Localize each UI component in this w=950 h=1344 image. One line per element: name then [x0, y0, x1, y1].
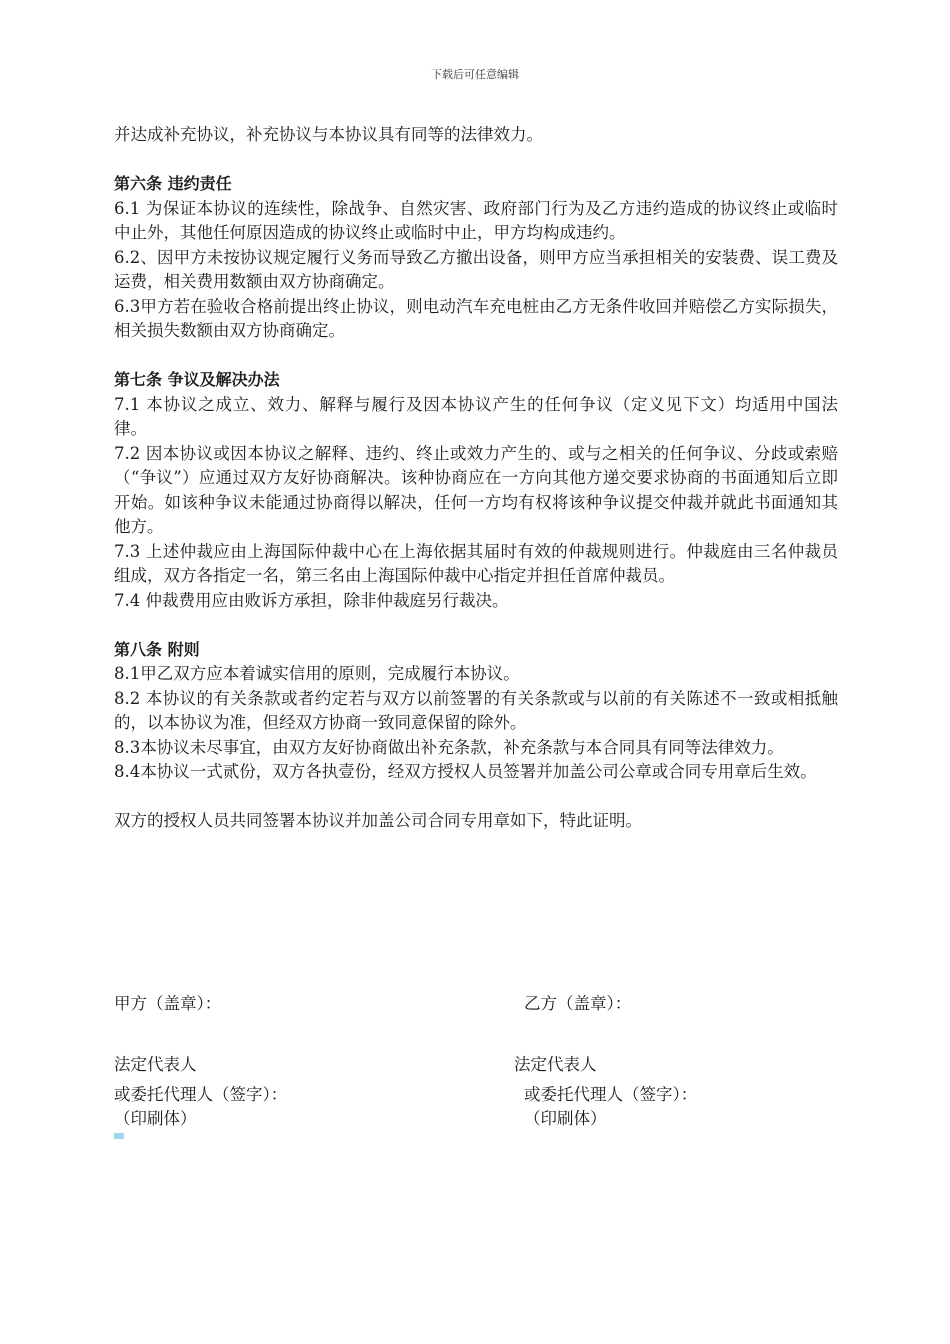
party-a-agent: 或委托代理人（签字）：	[114, 1085, 288, 1104]
highlight-mark	[114, 1133, 124, 1139]
article-8	[114, 638, 838, 785]
party-b-print: （印刷体）	[524, 1109, 607, 1128]
party-b-agent: 或委托代理人（签字）：	[524, 1085, 698, 1104]
party-a-seal: 甲方（盖章）：	[114, 994, 222, 1013]
article-7	[114, 368, 838, 613]
article-8-title: 第八条 附则	[114, 639, 200, 659]
clause-8-4: 8.4本协议一式贰份，双方各执壹份，经双方授权人员签署并加盖公司公章或合同专用章后生效。	[114, 762, 817, 781]
closing-statement: 双方的授权人员共同签署本协议并加盖公司合同专用章如下，特此证明。	[114, 811, 642, 830]
page-header-note: 下载后可任意编辑	[431, 68, 519, 81]
document-body	[114, 123, 838, 834]
clause-7-4: 7.4 仲裁费用应由败诉方承担，除非仲裁庭另行裁决。	[114, 590, 509, 610]
party-a-print: （印刷体）	[114, 1109, 197, 1128]
clause-8-2: 8.2 本协议的有关条款或者约定若与双方以前签署的有关条款或与以前的有关陈述不一致或相抵触的，以本协议为准，但经双方协商一致同意保留的除外。	[114, 688, 838, 732]
article-7-title: 第七条 争议及解决办法	[114, 370, 280, 389]
clause-7-2: 7.2 因本协议或因本协议之解释、违约、终止或效力产生的、或与之相关的任何争议、分歧或索赔（“争议”）应通过双方友好协商解决。该种协商应在一方向其他方递交要求协商的书面通知后立即开始。如该种争议未能通过协商得以解决，任何一方均有权将该种争议提交仲裁并就此书面通知其他方。	[114, 443, 838, 536]
clause-7-3: 7.3 上述仲裁应由上海国际仲裁中心在上海依据其届时有效的仲裁规则进行。仲裁庭由三名仲裁员组成，双方各指定一名，第三名由上海国际仲裁中心指定并担任首席仲裁员。	[114, 541, 838, 585]
party-a-rep: 法定代表人	[114, 1055, 197, 1074]
clause-8-1: 8.1甲乙双方应本着诚实信用的原则，完成履行本协议。	[114, 664, 520, 683]
clause-6-1: 6.1 为保证本协议的连续性，除战争、自然灾害、政府部门行为及乙方违约造成的协议终止或临时中止外，其他任何原因造成的协议终止或临时中止，甲方均构成违约。	[114, 198, 838, 242]
spacer	[114, 785, 838, 810]
clause-6-2: 6.2、因甲方未按协议规定履行义务而导致乙方撤出设备，则甲方应当承担相关的安装费、误工费及运费，相关费用数额由双方协商确定。	[114, 247, 838, 291]
article-6-title: 第六条 违约责任	[114, 174, 232, 193]
party-b-seal: 乙方（盖章）：	[524, 994, 632, 1013]
intro-line: 并达成补充协议，补充协议与本协议具有同等的法律效力。	[114, 125, 543, 144]
clause-8-3: 8.3本协议未尽事宜，由双方友好协商做出补充条款，补充条款与本合同具有同等法律效力。	[114, 737, 784, 757]
article-6	[114, 172, 838, 344]
party-b-rep: 法定代表人	[514, 1055, 597, 1074]
clause-6-3: 6.3甲方若在验收合格前提出终止协议，则电动汽车充电桩由乙方无条件收回并赔偿乙方实际损失，相关损失数额由双方协商确定。	[114, 296, 838, 340]
clause-7-1: 7.1 本协议之成立、效力、解释与履行及因本协议产生的任何争议（定义见下文）均适用中国法律。	[114, 394, 838, 438]
